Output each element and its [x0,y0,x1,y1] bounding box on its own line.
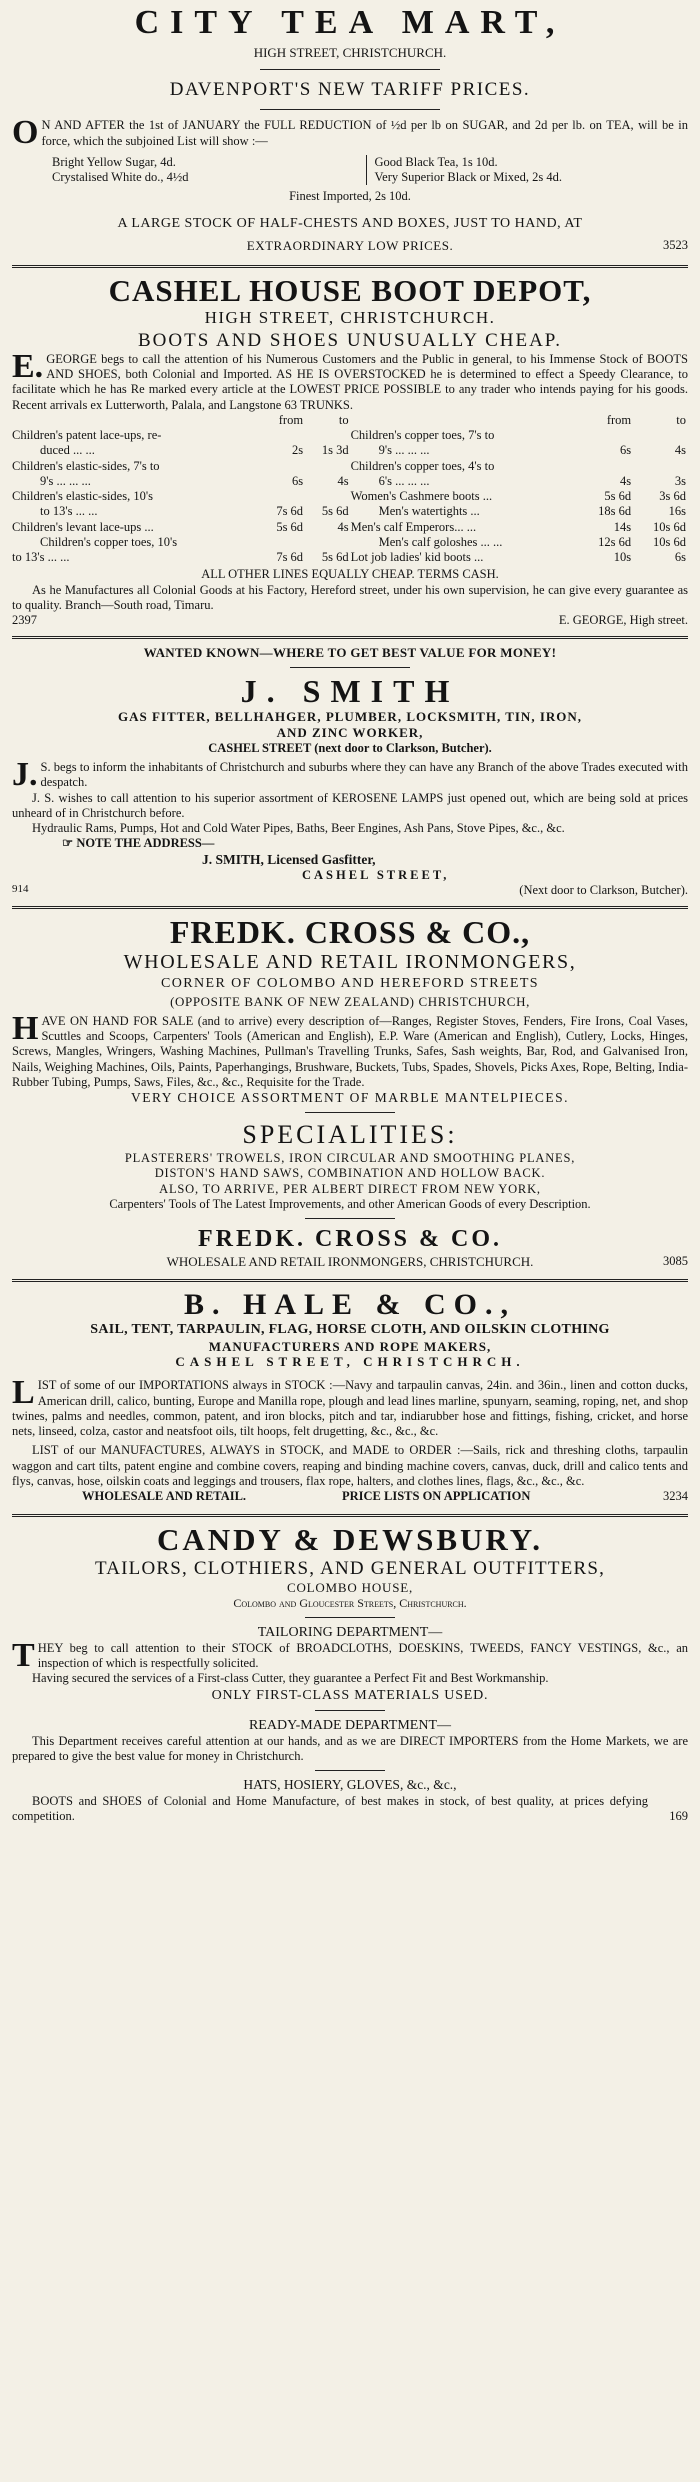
ad-signature-next: (Next door to Clarkson, Butcher). [519,883,688,898]
price-cell: 18s 6d [598,504,632,519]
ad-tagline: BOOTS AND SHOES UNUSUALLY CHEAP. [137,329,563,351]
ad-body: J. S. wishes to call attention to his superior assortment of KEROSENE LAMPS just opened out, which are being sold at prices unheard of in Christchurch before. [12,790,688,820]
ad-ref-number: 3085 [663,1254,688,1269]
price-cell [633,459,688,474]
price-cell: 6s [291,473,304,488]
price-row [12,459,688,474]
price-item: Crystalised White do., 4½d [52,170,189,185]
price-row [12,474,688,489]
speciality-line: Carpenters' Tools of The Latest Improvements, and other American Goods of every Description. [109,1196,591,1211]
price-cell: 10s 6d [653,519,686,534]
price-cell: Men's calf goloshes ... ... [378,534,503,549]
price-cell: 6s [674,550,686,564]
ad-title: CANDY & DEWSBURY. [156,1522,544,1557]
price-cell: 16s [668,504,686,519]
ad-address: Colombo and Gloucester Streets, Christchurch. [233,1596,467,1611]
price-cell: 5s 6d [321,550,349,564]
price-cell: 10s 6d [653,534,686,549]
price-row [12,535,688,550]
price-row [12,520,688,535]
ad-title: J. SMITH [240,672,460,709]
ad-body: Hydraulic Rams, Pumps, Hot and Cold Water Pipes, Baths, Beer Engines, Ash Pans, Stove Pipes, &c., &c. [32,821,565,836]
ad-only: ONLY FIRST-CLASS MATERIALS USED. [211,1687,489,1703]
price-cell [260,428,306,443]
price-cell: duced ... ... [40,443,95,458]
price-lists: PRICE LISTS ON APPLICATION [342,1489,531,1503]
price-cell: 6s [620,443,632,458]
ad-body: This Department receives careful attention at our hands, and as we are DIRECT IMPORTERS from the Home Markets, we are prepared to give the best value for money in Christchurch. [12,1733,688,1763]
ad-body: J.S. begs to inform the inhabitants of Christchurch and suburbs where they can have any Branch of the above Trades executed with despatch. [12,756,688,794]
price-cell: Children's copper toes, 7's to [350,428,495,442]
price-cell: 5s 6d [321,504,349,519]
ad-address: (OPPOSITE BANK OF NEW ZEALAND) CHRISTCHURCH, [170,993,530,1009]
ad-title: FREDK. CROSS & CO., [169,914,531,951]
price-cell: 9's ... ... ... [378,443,430,458]
price-cell [305,428,351,443]
footer-subtitle: WHOLESALE AND RETAIL IRONMONGERS, CHRISTCHURCH. [166,1254,534,1270]
price-cell: Lot job ladies' kid boots ... [350,550,484,564]
price-cell: Children's elastic-sides, 10's [12,489,153,503]
price-cell: 4s [337,519,349,534]
ad-signature: J. SMITH, Licensed Gasfitter, [202,851,376,867]
j-smith-ad [12,645,688,899]
price-cell: 2s [291,443,304,458]
ad-address: HIGH STREET, CHRISTCHURCH. [204,307,496,327]
price-cell [578,459,633,474]
price-cell [633,428,688,443]
ad-line: MANUFACTURERS AND ROPE MAKERS, [208,1338,492,1354]
price-cell: to 13's ... ... [40,504,98,519]
column-header: from [606,412,632,427]
ad-address: HIGH STREET, CHRISTCHURCH. [253,45,447,61]
price-row [12,489,688,504]
newspaper-page [12,0,688,1824]
ad-corner: CORNER OF COLOMBO AND HEREFORD STREETS [161,975,539,991]
price-row [12,443,688,458]
price-cell: 4s [674,443,686,458]
price-row [12,428,688,443]
ad-body: LIST of some of our IMPORTATIONS always in STOCK :—Navy and tarpaulin canvas, 24in. and 36in., linen and cotton ducks, American drill, calico, bunting, Europe and Manilla rope, plough and lead lines marline, spunyarn, seaming, roping, net, and shop twines, palms and needles, common, patent, and iron blocks, pitch and tar, indiarubber hose and fittings, fishing, cricket, and horse nets, linseed, colza, castor and neatsfoot oils, tilt hoops, felt drugetting, &c., &c., &c. [12,1374,688,1438]
specialities-title: SPECIALITIES: [242,1120,458,1150]
dept-heading: HATS, HOSIERY, GLOVES, &c., &c., [243,1777,457,1793]
price-cell: 1s 3d [321,443,349,458]
price-cell: 10s [613,550,632,564]
ad-ref-number: 914 [12,883,29,896]
speciality-line: PLASTERERS' TROWELS, IRON CIRCULAR AND SMOOTHING PLANES, [124,1151,576,1166]
ad-subtitle: TAILORS, CLOTHIERS, AND GENERAL OUTFITTERS, [94,1558,606,1580]
ad-title: B. HALE & CO., [183,1288,517,1322]
ad-ref-number: 169 [669,1808,688,1823]
ad-intro: ON AND AFTER the 1st of JANUARY the FULL REDUCTION of ½d per lb on SUGAR, and 2d per lb. on TEA, will be in force, which the subjoined List will show :— [12,114,688,152]
ad-intro: E.GEORGE begs to call the attention of his Numerous Customers and the Public in general, to his Immense Stock of BOOTS AND SHOES, both Colonial and Imported. AS HE IS OVERSTOCKED he is determined to effect a Speedy Clearance, to facilitate which he has Re marked every article at the LOWEST PRICE POSSIBLE to any trader who intends paying for his goods. Recent arrivals ex Lutterworth, Palala, and Langstone 63 TRUNKS. [12,347,688,412]
price-item: Bright Yellow Sugar, 4d. [52,154,176,169]
price-cell: to 13's ... ... [12,550,70,564]
price-cell: 7s 6d [276,504,304,519]
speciality-line: ALSO, TO ARRIVE, PER ALBERT DIRECT FROM NEW YORK, [159,1181,541,1196]
price-cell [260,489,306,504]
price-cell: Children's copper toes, 4's to [350,458,495,473]
price-cell [305,535,351,550]
b-hale-ad [12,1288,688,1507]
price-row [12,504,688,519]
footer-title: FREDK. CROSS & CO. [197,1226,503,1253]
price-cell: 3s 6d [659,489,686,503]
dept-heading: READY-MADE DEPARTMENT— [248,1717,452,1733]
column-header: from [278,412,304,427]
price-item: Finest Imported, 2s 10d. [289,189,411,204]
city-tea-mart-ad [12,4,688,258]
stock-line: EXTRAORDINARY LOW PRICES. [246,237,454,253]
price-cell [305,459,351,474]
price-cell: 5s 6d [604,489,632,503]
price-cell [578,428,633,443]
ad-body: LIST of our MANUFACTURES, ALWAYS in STOCK, and MADE to ORDER :—Sails, rick and threshing cloths, tarpaulin waggon and cart tilts, patent engine and combine covers, reaping and binding machine covers, canvas, duck, drill and calico tents and flys, canvas, hose, oilskin coats and leggings and trousers, flax rope, halters, and clothes lines, flags, &c., &c., &c. [12,1443,688,1488]
column-header: to [338,412,349,427]
ad-trades: AND ZINC WORKER, [276,724,424,740]
ad-subtitle: WHOLESALE AND RETAIL IRONMONGERS, [123,951,577,974]
price-item: Good Black Tea, 1s 10d. [374,154,498,169]
ad-ref-number: 3234 [663,1489,688,1503]
price-cell [305,489,351,504]
ad-signature: E. GEORGE, High street. [558,613,688,627]
price-cell: Men's calf Emperors... ... [350,519,477,534]
wanted-banner: WANTED KNOWN—WHERE TO GET BEST VALUE FOR MONEY! [143,645,557,660]
price-cell: 4s [337,473,349,488]
other-lines: ALL OTHER LINES EQUALLY CHEAP. TERMS CASH. [201,567,499,582]
ad-ref-number: 2397 [12,613,37,627]
price-cell: 6's ... ... ... [378,473,430,488]
price-item: Very Superior Black or Mixed, 2s 4d. [374,170,562,185]
ad-title: CASHEL HOUSE BOOT DEPOT, [108,272,592,308]
dept-heading: TAILORING DEPARTMENT— [257,1624,443,1640]
price-cell: 12s 6d [598,534,632,549]
ad-address: CASHEL STREET (next door to Clarkson, Butcher). [208,740,492,755]
price-cell: Men's watertights ... [378,504,480,519]
price-cell: 3s [674,473,686,488]
price-cell: Children's levant lace-ups ... [12,519,154,534]
speciality-line: DISTON'S HAND SAWS, COMBINATION AND HOLLOW BACK. [154,1166,546,1181]
price-cell: 4s [620,473,632,488]
boot-price-table [12,413,688,566]
ad-body: THEY beg to call attention to their STOCK of BROADCLOTHS, DOESKINS, TWEEDS, FANCY VESTINGS, &c., an inspection of which is respectfully solicited. [12,1636,688,1674]
ad-line: SAIL, TENT, TARPAULIN, FLAG, HORSE CLOTH, AND OILSKIN CLOTHING [90,1322,610,1338]
ad-body: As he Manufactures all Colonial Goods at his Factory, Hereford street, under his own supervision, he can give every guarantee as to quality. Branch—South road, Timaru. [12,582,688,612]
column-header: to [676,412,686,427]
price-cell [260,459,306,474]
price-cell: 9's ... ... ... [40,473,91,488]
ad-signature-street: CASHEL STREET, [302,867,450,882]
candy-dewsbury-ad [12,1523,688,1824]
price-list [52,155,688,186]
note-address: ☞ NOTE THE ADDRESS— [62,836,215,851]
price-cell [260,535,306,550]
ad-heading: DAVENPORT'S NEW TARIFF PRICES. [169,79,531,101]
price-cell: 14s [613,519,632,534]
price-cell: Children's copper toes, 10's [40,534,178,549]
price-row [12,550,688,565]
price-cell: Women's Cashmere boots ... [350,489,493,503]
ad-trades: GAS FITTER, BELLHAHGER, PLUMBER, LOCKSMITH, TIN, IRON, [117,709,583,725]
stock-line: A LARGE STOCK OF HALF-CHESTS AND BOXES, JUST TO HAND, AT [117,215,583,231]
cashel-house-ad [12,274,688,629]
price-cell: Children's elastic-sides, 7's to [12,458,160,473]
ad-body: BOOTS and SHOES of Colonial and Home Manufacture, of best makes in stock, of best quality, at prices defying competition. [12,1793,648,1823]
price-cell: 7s 6d [276,550,304,564]
price-cell: 5s 6d [276,519,304,534]
ad-body: Having secured the services of a First-class Cutter, they guarantee a Perfect Fit and Best Workmanship. [32,1671,549,1686]
wholesale-retail: WHOLESALE AND RETAIL. [82,1489,247,1503]
price-cell: Children's patent lace-ups, re- [12,428,162,442]
ad-address: CASHEL STREET, CHRISTCHRCH. [175,1354,525,1370]
ad-ref-number: 3523 [663,237,688,252]
ad-house: COLOMBO HOUSE, [286,1580,414,1596]
ad-body: HAVE ON HAND FOR SALE (and to arrive) every description of—Ranges, Register Stoves, Fenders, Fire Irons, Coal Vases, Scuttles and Scoops, Carpenters' Tools (American and English), E.P. Ware (American and English), Cutlery, Locks, Hinges, Screws, Mangles, Wringers, Washing Machines, Pullman's Travelling Trunks, Safes, Sash weights, Bar, Rod, and Galvanised Iron, Nails, Weighing Machines, Oils, Paints, Paperhangings, Brushware, Buckets, Tubs, Spades, Shovels, Picks Axes, Rope, Belting, India-Rubber Tubing, Pumps, Saws, Files, &c., &c., Requisite for the Trade. [12,1009,688,1089]
ad-title: CITY TEA MART, [134,4,566,41]
ad-choice: VERY CHOICE ASSORTMENT OF MARBLE MANTELPIECES. [131,1090,569,1105]
fredk-cross-ad [12,915,688,1272]
